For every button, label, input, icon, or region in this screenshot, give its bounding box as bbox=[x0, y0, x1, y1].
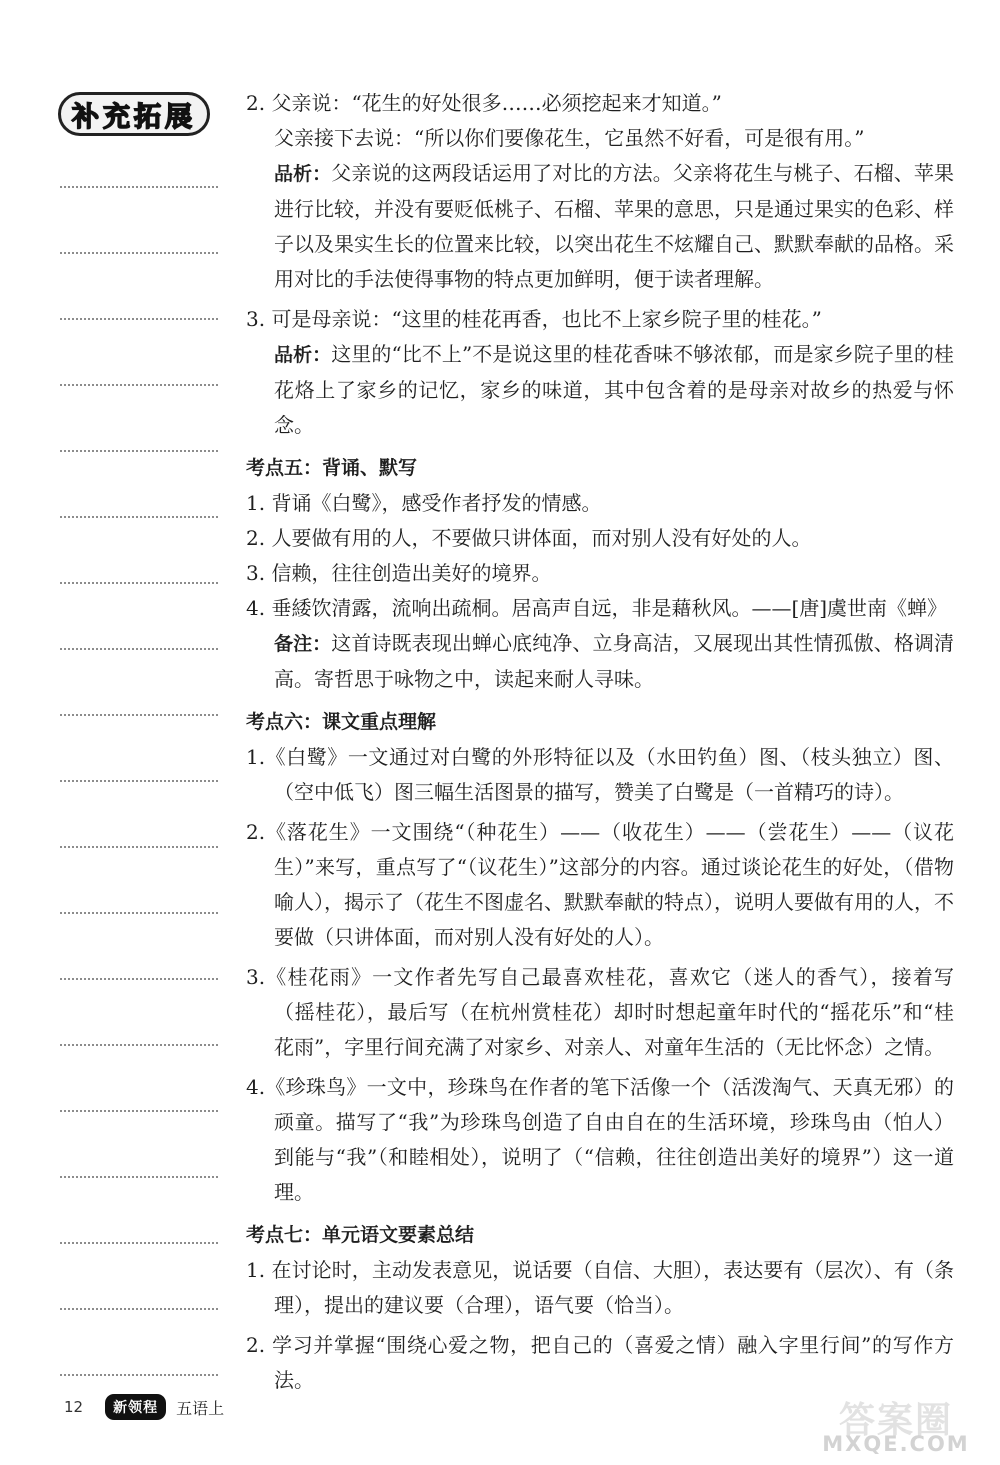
note-line bbox=[60, 1044, 218, 1046]
note-line bbox=[60, 648, 218, 650]
note-line bbox=[60, 978, 218, 980]
analysis-2 bbox=[246, 156, 954, 297]
list-item: 2.《落花生》一文围绕“（种花生）——（收花生）——（尝花生）——（议花生）”来写，重点写了“（议花生）”这部分的内容。通过谈论花生的好处，（借物喻人），揭示了（花生不图虚名、默默奉献的特点），说明人要做有用的人，不要做（只讲体面，而对别人没有好处的人）。 bbox=[246, 820, 954, 949]
note-line bbox=[60, 846, 218, 848]
list-item: 1. 在讨论时，主动发表意见，说话要（自信、大胆），表达要有（层次）、有（条理），提出的建议要（合理），语气要（恰当）。 bbox=[246, 1258, 954, 1317]
section-heading-6: 考点六：课文重点理解 bbox=[246, 711, 437, 733]
list-item: 2. 人要做有用的人，不要做只讲体面，而对别人没有好处的人。 bbox=[246, 526, 812, 550]
list-item: 1. 背诵《白鹭》，感受作者抒发的情感。 bbox=[246, 491, 602, 515]
page-footer bbox=[64, 1392, 224, 1422]
analysis-label: 品析： bbox=[274, 163, 332, 185]
main-content bbox=[246, 86, 954, 1398]
list-item: 1.《白鹭》一文通过对白鹭的外形特征以及（水田钓鱼）图、（枝头独立）图、（空中低飞）图三幅生活图景的描写，赞美了白鹭是（一首精巧的诗）。 bbox=[246, 745, 954, 804]
note-line bbox=[60, 714, 218, 716]
note-line bbox=[60, 1110, 218, 1112]
note-line bbox=[60, 318, 218, 320]
quote-mother: 3. 可是母亲说：“这里的桂花再香，也比不上家乡院子里的桂花。” bbox=[246, 307, 822, 331]
book-title: 五语上 bbox=[176, 1398, 225, 1418]
note-line bbox=[60, 252, 218, 254]
note-line bbox=[60, 1308, 218, 1310]
watermark-url: MXQE.COM bbox=[822, 1432, 970, 1456]
analysis-text: 父亲说的这两段话运用了对比的方法。父亲将花生与桃子、石榴、苹果进行比较，并没有要贬低桃子、石榴、苹果的意思，只是通过果实的色彩、样子以及果实生长的位置来比较，以突出花生不炫耀自己、默默奉献的品格。采用对比的手法使得事物的特点更加鲜明，便于读者理解。 bbox=[274, 161, 954, 291]
note-label: 备注： bbox=[274, 633, 332, 655]
quote-father-1: 2. 父亲说：“花生的好处很多……必须挖起来才知道。” bbox=[246, 91, 722, 115]
note-line bbox=[60, 780, 218, 782]
note-line bbox=[60, 1176, 218, 1178]
page-number: 12 bbox=[64, 1398, 84, 1416]
note-line bbox=[60, 1374, 218, 1376]
quote-father-2: 父亲接下去说：“所以你们要像花生，它虽然不好看，可是很有用。” bbox=[274, 126, 865, 150]
left-margin-column bbox=[0, 0, 230, 1465]
analysis-3 bbox=[246, 337, 954, 443]
note-line bbox=[60, 516, 218, 518]
note-line bbox=[60, 1242, 218, 1244]
analysis-text: 这里的“比不上”不是说这里的桂花香味不够浓郁，而是家乡院子里的桂花烙上了家乡的记忆，家乡的味道，其中包含着的是母亲对故乡的热爱与怀念。 bbox=[274, 342, 954, 437]
list-item: 4.《珍珠鸟》一文中，珍珠鸟在作者的笔下活像一个（活泼淘气、天真无邪）的顽童。描写了“我”为珍珠鸟创造了自由自在的生活环境，珍珠鸟由（怕人）到能与“我”（和睦相处），说明了（“信赖，往往创造出美好的境界”）这一道理。 bbox=[246, 1075, 954, 1204]
watermark-logo: 答案圈 bbox=[838, 1400, 953, 1441]
note-text: 这首诗既表现出蝉心底纯净、立身高洁，又展现出其性情孤傲、格调清高。寄哲思于咏物之中，读起来耐人寻味。 bbox=[274, 631, 954, 691]
note-line bbox=[60, 384, 218, 386]
list-item: 3.《桂花雨》一文作者先写自己最喜欢桂花，喜欢它（迷人的香气），接着写（摇桂花），最后写（在杭州赏桂花）却时时想起童年时代的“摇花乐”和“桂花雨”，字里行间充满了对家乡、对亲人、对童年生活的（无比怀念）之情。 bbox=[246, 965, 954, 1059]
list-item: 2. 学习并掌握“围绕心爱之物，把自己的（喜爱之情）融入字里行间”的写作方法。 bbox=[246, 1333, 954, 1392]
note-line bbox=[60, 912, 218, 914]
watermark bbox=[808, 1392, 984, 1458]
list-item: 3. 信赖，往往创造出美好的境界。 bbox=[246, 561, 552, 585]
note-line bbox=[60, 450, 218, 452]
section-heading-7: 考点七：单元语文要素总结 bbox=[246, 1224, 475, 1246]
note-paragraph bbox=[246, 626, 954, 697]
note-line bbox=[60, 186, 218, 188]
analysis-label: 品析： bbox=[274, 344, 332, 366]
supplement-badge: 补充拓展 bbox=[58, 92, 210, 136]
series-logo: 新领程 bbox=[105, 1394, 166, 1420]
list-item: 4. 垂緌饮清露，流响出疏桐。居高声自远，非是藉秋风。——[唐]虞世南《蝉》 bbox=[246, 596, 948, 620]
section-heading-5: 考点五：背诵、默写 bbox=[246, 457, 418, 479]
note-line bbox=[60, 582, 218, 584]
